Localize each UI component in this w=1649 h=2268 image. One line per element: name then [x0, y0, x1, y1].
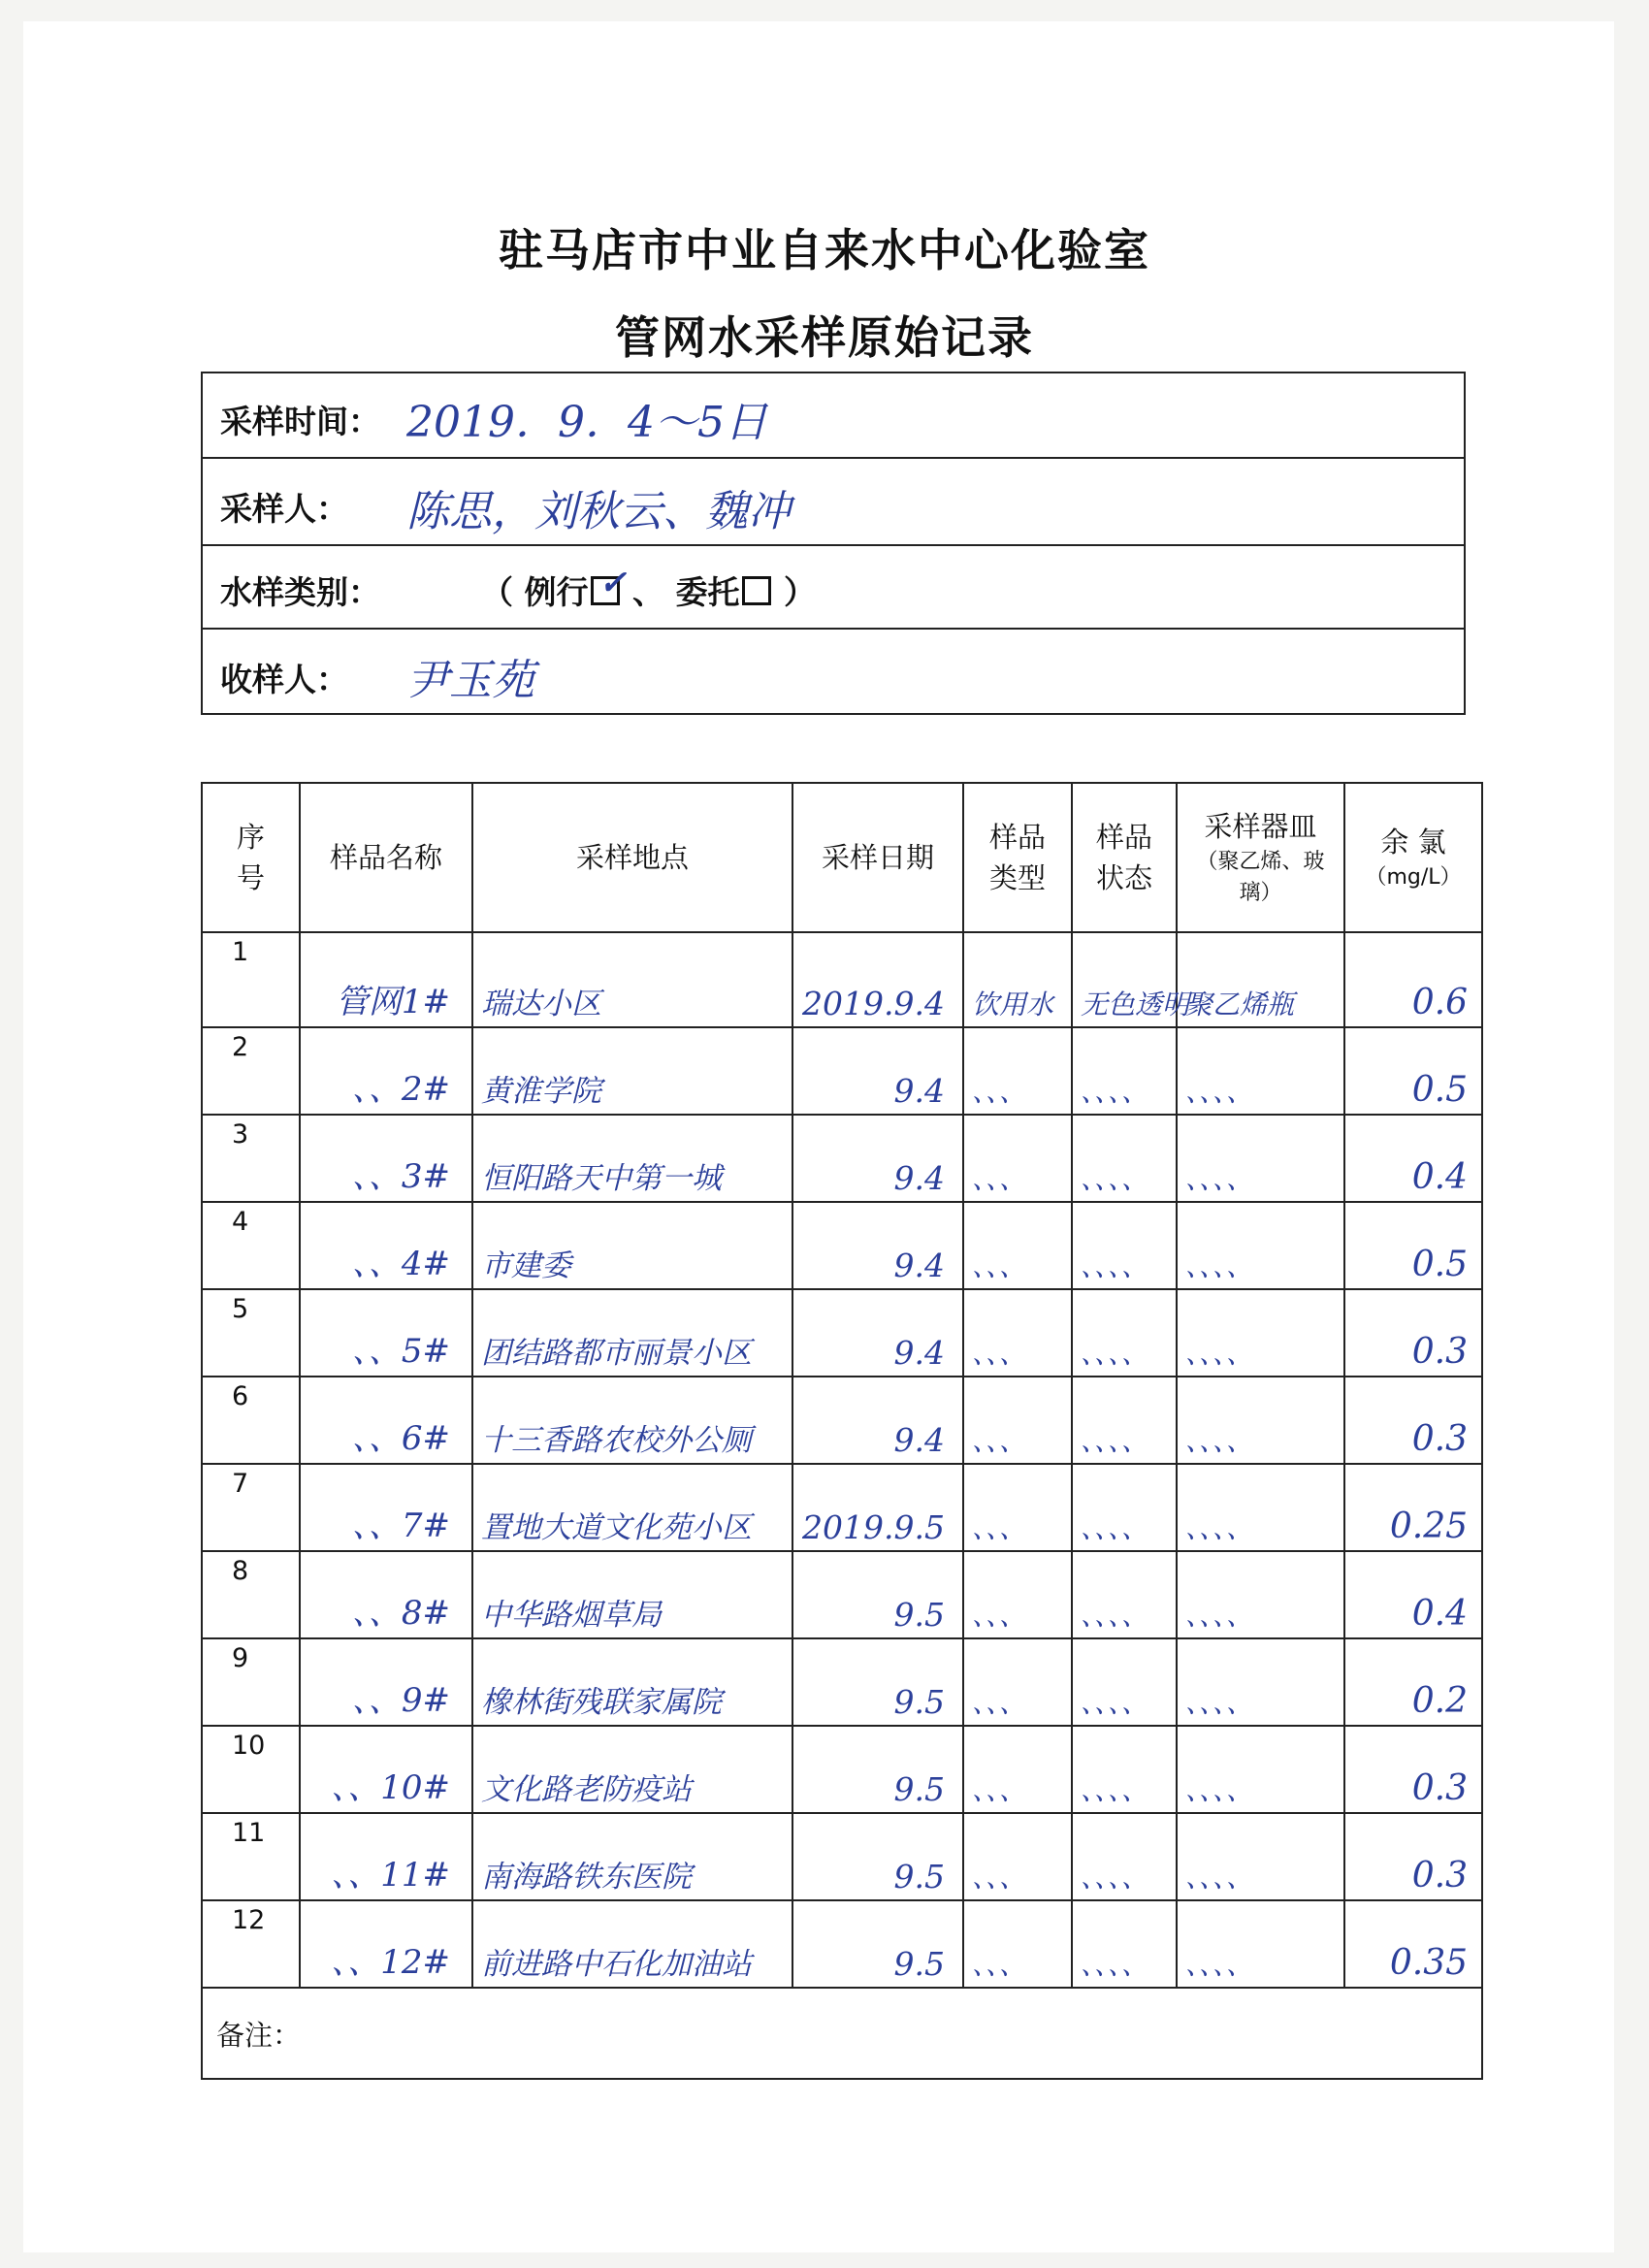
sample-date-cell [792, 1377, 963, 1464]
table-row [202, 1551, 1482, 1638]
residual-chlorine-cell [1344, 1115, 1482, 1202]
sample-vessel-cell [1177, 1900, 1344, 1988]
residual-chlorine: 0.4 [1411, 1594, 1468, 1634]
sample-vessel-cell [1177, 1202, 1344, 1289]
sample-name: 、、2# [351, 1070, 450, 1109]
routine-checkbox [591, 564, 627, 605]
residual-chlorine-cell [1344, 1726, 1482, 1813]
sample-date-cell [792, 1551, 963, 1638]
sample-date: 9.5 [893, 1858, 945, 1895]
table-row [202, 1202, 1482, 1289]
table-header-row [202, 783, 1482, 932]
seq-number: 8 [232, 1556, 249, 1586]
sample-vessel: 、、、、 [1185, 1774, 1254, 1806]
receiver-value: 尹玉苑 [406, 656, 534, 705]
col-type-header [963, 783, 1072, 932]
sample-date: 9.4 [893, 1421, 945, 1459]
sample-date: 2019.9.5 [802, 1508, 945, 1546]
col-date-header: 采样日期 [792, 783, 963, 932]
sample-type-cell [963, 932, 1072, 1027]
sample-date: 9.4 [893, 1247, 945, 1284]
sample-name: 、、8# [351, 1594, 450, 1633]
col-state-text: 样品状态 [1095, 821, 1152, 894]
sampling-time-label: 采样时间： [220, 403, 380, 440]
sample-name-cell [300, 1202, 472, 1289]
sample-location-cell [472, 1900, 792, 1988]
sample-location-cell [472, 932, 792, 1027]
sample-vessel-cell [1177, 1726, 1344, 1813]
col-name-header: 样品名称 [300, 783, 472, 932]
sample-name-cell [300, 1813, 472, 1900]
sample-location: 中华路烟草局 [481, 1598, 662, 1633]
sample-name-cell [300, 1115, 472, 1202]
seq-number: 1 [232, 937, 249, 967]
entrust-checkbox [742, 576, 771, 605]
sample-type-cell [963, 1638, 1072, 1726]
sample-location-cell [472, 1638, 792, 1726]
table-row [202, 1377, 1482, 1464]
col-chlorine-unit: （mg/L） [1365, 865, 1462, 890]
sample-location: 文化路老防疫站 [481, 1772, 692, 1807]
sample-type-cell [963, 1726, 1072, 1813]
sample-state-cell [1072, 1464, 1177, 1551]
seq-number-cell [202, 1551, 300, 1638]
sample-vessel: 聚乙烯瓶 [1185, 988, 1295, 1021]
sample-date: 9.4 [893, 1072, 945, 1110]
seq-number-cell [202, 1813, 300, 1900]
seq-number-cell [202, 1900, 300, 1988]
sample-location: 橡林街残联家属院 [481, 1685, 722, 1720]
sample-date: 9.5 [893, 1596, 945, 1634]
sample-location-cell [472, 1726, 792, 1813]
sample-type-cell [963, 1551, 1072, 1638]
seq-number-cell [202, 1726, 300, 1813]
sample-vessel: 、、、、 [1185, 1250, 1254, 1282]
sample-name: 、、9# [351, 1681, 450, 1720]
sample-vessel: 、、、、 [1185, 1949, 1254, 1981]
sample-type: 、、、 [972, 1862, 1027, 1894]
sample-type: 、、、 [972, 1425, 1027, 1457]
sample-date-cell [792, 1027, 963, 1115]
sample-date-cell [792, 1726, 963, 1813]
routine-option-label: 例行 [524, 573, 589, 611]
sample-state-cell [1072, 1115, 1177, 1202]
sample-name: 、、5# [351, 1332, 450, 1371]
seq-number-cell [202, 1115, 300, 1202]
table-row [202, 1289, 1482, 1377]
seq-number: 4 [232, 1207, 249, 1237]
sample-date-cell [792, 1289, 963, 1377]
sample-type: 、、、 [972, 1163, 1027, 1195]
sample-vessel-cell [1177, 932, 1344, 1027]
sample-location-cell [472, 1464, 792, 1551]
sample-name: 管网1# [335, 983, 450, 1021]
sample-vessel-cell [1177, 1377, 1344, 1464]
sample-type: 、、、 [972, 1338, 1027, 1370]
sample-type: 饮用水 [972, 988, 1054, 1021]
sample-name-cell [300, 1464, 472, 1551]
seq-number: 7 [232, 1469, 249, 1499]
sample-date-cell [792, 1900, 963, 1988]
row-receiver [203, 630, 1464, 713]
sample-state-cell [1072, 932, 1190, 1027]
col-location-header: 采样地点 [472, 783, 792, 932]
sample-vessel-cell [1177, 1027, 1344, 1115]
residual-chlorine: 0.35 [1389, 1943, 1468, 1983]
sample-location-cell [472, 1377, 792, 1464]
sample-vessel-cell [1177, 1289, 1344, 1377]
sample-vessel: 、、、、 [1185, 1862, 1254, 1894]
sample-state-cell [1072, 1027, 1177, 1115]
seq-number: 9 [232, 1643, 249, 1673]
sample-state: 、、、、 [1081, 1687, 1149, 1719]
sample-date: 9.4 [893, 1159, 945, 1197]
residual-chlorine: 0.6 [1411, 983, 1468, 1022]
seq-number: 12 [232, 1905, 266, 1935]
residual-chlorine: 0.2 [1411, 1681, 1468, 1721]
sample-state: 、、、、 [1081, 1862, 1149, 1894]
sample-name: 、、10# [331, 1768, 450, 1807]
col-vessel-sub: （聚乙烯、玻璃） [1196, 850, 1325, 905]
row-water-category [203, 546, 1464, 630]
sample-name-cell [300, 1638, 472, 1726]
residual-chlorine: 0.5 [1411, 1245, 1468, 1284]
residual-chlorine: 0.3 [1411, 1856, 1468, 1895]
sample-state-cell [1072, 1900, 1177, 1988]
residual-chlorine-cell [1344, 932, 1482, 1027]
sample-date: 9.5 [893, 1683, 945, 1721]
sample-vessel: 、、、、 [1185, 1687, 1254, 1719]
sample-name-cell [300, 932, 472, 1027]
sample-location-cell [472, 1202, 792, 1289]
residual-chlorine-cell [1344, 1551, 1482, 1638]
seq-number-cell [202, 1202, 300, 1289]
residual-chlorine-cell [1344, 1289, 1482, 1377]
sample-vessel-cell [1177, 1813, 1344, 1900]
sample-location-cell [472, 1027, 792, 1115]
sample-vessel-cell [1177, 1115, 1344, 1202]
seq-number-cell [202, 1289, 300, 1377]
entrust-option-label: 委托 [675, 573, 740, 611]
sample-state-cell [1072, 1813, 1177, 1900]
sample-name: 、、12# [331, 1943, 450, 1982]
sample-type: 、、、 [972, 1600, 1027, 1632]
remarks-cell [202, 1988, 1482, 2079]
seq-number-cell [202, 1377, 300, 1464]
sample-name-cell [300, 1551, 472, 1638]
residual-chlorine: 0.3 [1411, 1768, 1468, 1808]
sample-state-cell [1072, 1289, 1177, 1377]
sample-vessel-cell [1177, 1464, 1344, 1551]
sample-type-cell [963, 1377, 1072, 1464]
sample-location: 市建委 [481, 1248, 571, 1283]
sample-date: 9.4 [893, 1334, 945, 1372]
lab-title: 驻马店市中业自来水中心化验室 [499, 224, 1150, 276]
sample-date-cell [792, 1115, 963, 1202]
table-row [202, 932, 1482, 1027]
sample-date-cell [792, 932, 963, 1027]
sample-location: 前进路中石化加油站 [481, 1947, 752, 1982]
col-state-header [1072, 783, 1177, 932]
seq-number: 5 [232, 1294, 249, 1324]
residual-chlorine-cell [1344, 1377, 1482, 1464]
sample-vessel: 、、、、 [1185, 1076, 1254, 1108]
residual-chlorine-cell [1344, 1027, 1482, 1115]
sample-location: 团结路都市丽景小区 [481, 1336, 752, 1371]
col-seq-text: 序号 [236, 821, 265, 894]
sample-type: 、、、 [972, 1512, 1027, 1544]
sample-name-cell [300, 1027, 472, 1115]
sample-name-cell [300, 1289, 472, 1377]
sample-type-cell [963, 1900, 1072, 1988]
sample-type: 、、、 [972, 1076, 1027, 1108]
sample-type-cell [963, 1202, 1072, 1289]
seq-number-cell [202, 932, 300, 1027]
sample-type-cell [963, 1115, 1072, 1202]
sample-date: 9.5 [893, 1945, 945, 1983]
col-vessel-text: 采样器皿 [1204, 810, 1317, 843]
sample-type-cell [963, 1027, 1072, 1115]
sampler-value: 陈思，刘秋云、魏冲 [406, 487, 791, 536]
seq-number-cell [202, 1464, 300, 1551]
info-box [201, 372, 1466, 715]
seq-number-cell [202, 1027, 300, 1115]
sample-type-cell [963, 1813, 1072, 1900]
sample-state: 、、、、 [1081, 1512, 1149, 1544]
sampler-label: 采样人： [220, 490, 348, 528]
sample-type-cell [963, 1289, 1072, 1377]
sample-location-cell [472, 1551, 792, 1638]
sample-location-cell [472, 1289, 792, 1377]
seq-number: 11 [232, 1818, 266, 1848]
sample-date: 2019.9.4 [802, 985, 945, 1022]
residual-chlorine: 0.25 [1389, 1507, 1468, 1546]
category-label: 水样类别： [220, 573, 380, 611]
residual-chlorine-cell [1344, 1464, 1482, 1551]
sample-state: 、、、、 [1081, 1949, 1149, 1981]
sample-type: 、、、 [972, 1687, 1027, 1719]
sample-name: 、、11# [331, 1856, 450, 1895]
table-row [202, 1900, 1482, 1988]
sample-date-cell [792, 1464, 963, 1551]
sample-location: 南海路铁东医院 [481, 1860, 692, 1895]
sample-name: 、、6# [351, 1419, 450, 1458]
sample-state: 、、、、 [1081, 1250, 1149, 1282]
table-row [202, 1464, 1482, 1551]
sample-vessel: 、、、、 [1185, 1600, 1254, 1632]
paren-open: （ [481, 573, 513, 611]
sample-type-cell [963, 1464, 1072, 1551]
sample-state: 无色透明 [1081, 988, 1190, 1021]
sample-type: 、、、 [972, 1250, 1027, 1282]
table-row [202, 1813, 1482, 1900]
seq-number: 3 [232, 1119, 249, 1150]
paren-close: ） [784, 573, 816, 611]
sample-state-cell [1072, 1377, 1177, 1464]
seq-number: 10 [232, 1731, 266, 1761]
category-options [481, 564, 816, 613]
table-row [202, 1726, 1482, 1813]
sample-date-cell [792, 1638, 963, 1726]
sample-date: 9.5 [893, 1770, 945, 1808]
residual-chlorine: 0.3 [1411, 1332, 1468, 1372]
sample-date-cell [792, 1813, 963, 1900]
sampling-time-value: 2019．9．4～5日 [406, 398, 767, 447]
sample-location: 置地大道文化苑小区 [481, 1510, 752, 1545]
sample-location: 瑞达小区 [481, 987, 601, 1021]
sample-state: 、、、、 [1081, 1600, 1149, 1632]
sample-vessel: 、、、、 [1185, 1425, 1254, 1457]
record-title: 管网水采样原始记录 [615, 311, 1034, 364]
col-type-text: 样品类型 [988, 821, 1046, 894]
col-chlorine-text: 余 氯 [1380, 826, 1446, 859]
table-row [202, 1115, 1482, 1202]
remarks-label: 备注： [216, 2019, 302, 2052]
seq-number: 6 [232, 1381, 249, 1411]
samples-table [201, 782, 1483, 2080]
seq-number: 2 [232, 1032, 249, 1062]
sample-state: 、、、、 [1081, 1774, 1149, 1806]
seq-number-cell [202, 1638, 300, 1726]
sample-state-cell [1072, 1551, 1177, 1638]
category-separator: 、 [632, 573, 664, 611]
sample-location-cell [472, 1115, 792, 1202]
sample-vessel: 、、、、 [1185, 1512, 1254, 1544]
sample-state: 、、、、 [1081, 1338, 1149, 1370]
residual-chlorine-cell [1344, 1900, 1482, 1988]
remarks-row [202, 1988, 1482, 2079]
residual-chlorine: 0.5 [1411, 1070, 1468, 1110]
sample-vessel: 、、、、 [1185, 1163, 1254, 1195]
col-seq-header [202, 783, 300, 932]
sample-location: 十三香路农校外公厕 [481, 1423, 752, 1458]
sample-name: 、、7# [351, 1507, 450, 1545]
residual-chlorine: 0.4 [1411, 1157, 1468, 1197]
col-vessel-header [1177, 783, 1344, 932]
sample-type: 、、、 [972, 1774, 1027, 1806]
residual-chlorine-cell [1344, 1202, 1482, 1289]
col-chlorine-header [1344, 783, 1482, 932]
sample-vessel-cell [1177, 1638, 1344, 1726]
sample-location: 黄淮学院 [481, 1074, 601, 1109]
row-sampling-time [203, 373, 1464, 459]
sample-type: 、、、 [972, 1949, 1027, 1981]
sample-name-cell [300, 1377, 472, 1464]
table-row [202, 1027, 1482, 1115]
sample-name-cell [300, 1900, 472, 1988]
sample-name: 、、4# [351, 1245, 450, 1283]
sample-name-cell [300, 1726, 472, 1813]
table-row [202, 1638, 1482, 1726]
checkmark-icon: ✓ [598, 564, 627, 602]
sample-date-cell [792, 1202, 963, 1289]
sample-state: 、、、、 [1081, 1163, 1149, 1195]
sample-state-cell [1072, 1726, 1177, 1813]
receiver-label: 收样人： [220, 661, 348, 698]
residual-chlorine-cell [1344, 1813, 1482, 1900]
sample-state: 、、、、 [1081, 1076, 1149, 1108]
sample-state-cell [1072, 1202, 1177, 1289]
sample-location-cell [472, 1813, 792, 1900]
sample-vessel-cell [1177, 1551, 1344, 1638]
residual-chlorine: 0.3 [1411, 1419, 1468, 1459]
sample-name: 、、3# [351, 1157, 450, 1196]
sample-vessel: 、、、、 [1185, 1338, 1254, 1370]
sample-state: 、、、、 [1081, 1425, 1149, 1457]
sample-location: 恒阳路天中第一城 [481, 1161, 722, 1196]
sample-state-cell [1072, 1638, 1177, 1726]
residual-chlorine-cell [1344, 1638, 1482, 1726]
row-sampler [203, 459, 1464, 546]
